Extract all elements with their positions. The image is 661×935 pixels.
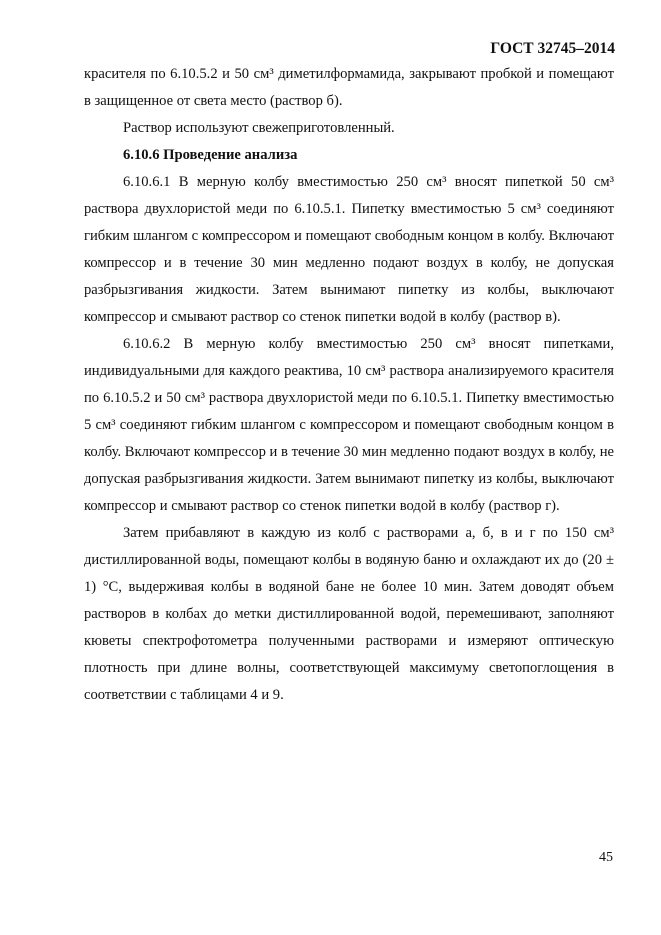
- paragraph-6-10-6-1: 6.10.6.1 В мерную колбу вместимостью 250 см³ вносят пипеткой 50 см³ раствора двухлористой меди по 6.10.5.1. Пипетку вместимостью 5 см³ соединяют гибким шлангом с компрессором и помещают свободным концом в колбу. Включают компрессор и в течение 30 мин медленно подают воздух в колбу, не допуская разбрызгивания жидкости. Затем вынимают пипетку из колбы, выключают компрессор и смывают раствор со стенок пипетки водой в колбу (раствор в).: [84, 174, 614, 325]
- page-number: 45: [599, 850, 613, 865]
- section-heading: 6.10.6 Проведение анализа: [123, 147, 298, 163]
- paragraph-6-10-6-2: 6.10.6.2 В мерную колбу вместимостью 250 см³ вносят пипетками, индивидуальными для каждого реактива, 10 см³ раствора анализируемого красителя по 6.10.5.2 и 50 см³ раствора двухлористой меди по 6.10.5.1. Пипетку вместимостью 5 см³ соединяют гибким шлангом с компрессором и помещают свободным концом в колбу. Включают компрессор и в течение 30 мин медленно подают воздух в колбу, не допуская разбрызгивания жидкости. Затем вынимают пипетку из колбы, выключают компрессор и смывают раствор со стенок пипетки водой в колбу (раствор г).: [84, 336, 614, 514]
- paragraph-fresh-solution-note: Раствор используют свежеприготовленный.: [123, 120, 395, 136]
- paragraph-continuation: красителя по 6.10.5.2 и 50 см³ диметилформамида, закрывают пробкой и помещают в защищенное от света место (раствор б).: [84, 66, 614, 109]
- document-code-header: ГОСТ 32745–2014: [490, 40, 615, 57]
- document-body: [84, 61, 614, 709]
- paragraph-measurement: Затем прибавляют в каждую из колб с растворами а, б, в и г по 150 см³ дистиллированной воды, помещают колбы в водяную баню и охлаждают их до (20 ± 1) °С, выдерживая колбы в водяной бане не более 10 мин. Затем доводят объем растворов в колбах до метки дистиллированной водой, перемешивают, заполняют кюветы спектрофотометра полученными растворами и измеряют оптическую плотность при длине волны, соответствующей максимуму светопоглощения в соответствии с таблицами 4 и 9.: [84, 525, 614, 703]
